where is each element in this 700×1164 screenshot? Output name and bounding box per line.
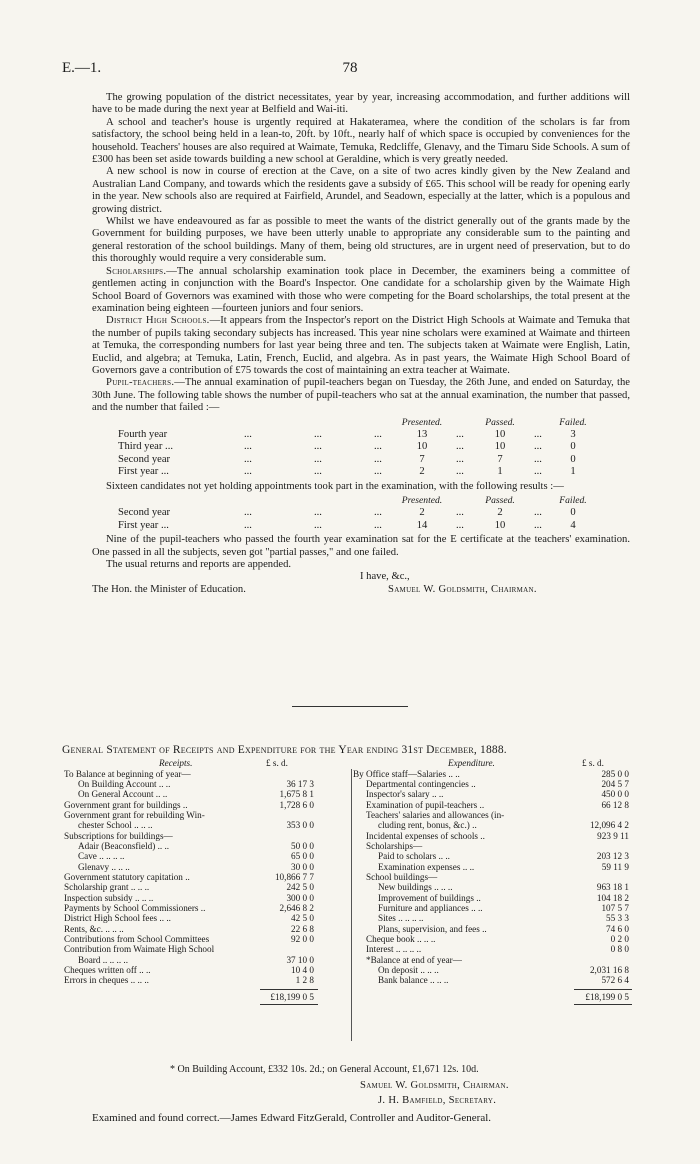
ledger-row [64, 789, 634, 799]
receipt-item: On General Account .. .. [78, 789, 168, 800]
receipt-item: Cheques written off .. .. [64, 965, 151, 976]
expenditure-item: Departmental contingencies .. [366, 778, 476, 789]
ledger-header [64, 758, 634, 769]
page-number: 78 [342, 60, 358, 76]
receipt-item: chester School .. .. .. [78, 820, 153, 831]
receipt-item: Government grant for rebuilding Win- [64, 809, 205, 820]
receipt-amount: 42 5 0 [291, 913, 314, 924]
expenditure-amount: 59 11 9 [601, 861, 629, 872]
ledger-row [64, 924, 634, 934]
expenditure-item: Sites .. .. .. .. [378, 913, 424, 924]
expenditure-item: Cheque book .. .. .. [366, 934, 436, 944]
ledger-row [64, 841, 634, 851]
receipt-amount: 1 2 8 [295, 975, 314, 986]
expenditure-amount: 450 0 0 [601, 789, 629, 800]
total-receipts: £18,199 0 5 [270, 991, 314, 1002]
expenditure-item: Teachers' salaries and allowances (in- [366, 809, 505, 820]
expenditure-item: By Office staff—Salaries .. .. [353, 768, 460, 779]
expenditure-item: Improvement of buildings .. [378, 892, 481, 903]
receipt-item: District High School fees .. .. [64, 913, 171, 924]
expenditure-amount: 572 6 4 [601, 975, 629, 986]
paragraph: A new school is now in course of erection at the Cave, on a site of two acres kindly given by the New Zealand and Australian Land Company, and towards which the residents gave a subsidy of £65. This school will be ready for opening early in the year. New schools also are required at Fairfield, Arundel, and Seadown, especially at the latter, which is a populous and growing district. [92, 166, 630, 215]
expenditure-amount: 0 2 0 [610, 934, 629, 944]
expenditure-amount: 204 5 7 [601, 778, 629, 789]
expenditure-item: Plans, supervision, and fees .. [378, 923, 487, 934]
expenditure-item: *Balance at end of year— [366, 954, 462, 965]
lsd-heading: £ s. d. [582, 758, 604, 768]
pupil-teacher-results-table [92, 417, 630, 479]
expenditure-item: On deposit .. .. .. [378, 965, 439, 976]
expenditure-amount: 203 12 3 [596, 851, 629, 862]
ledger-total-row [64, 992, 634, 1006]
expenditure-amount: 2,031 16 8 [589, 965, 629, 976]
paragraph: The growing population of the district necessitates, year by year, increasing accommodation, and further additions will have to be made during the next year at Belfield and Wai-iti. [92, 92, 630, 116]
expenditure-amount: 0 8 0 [610, 944, 629, 955]
expenditure-amount: 104 18 2 [596, 892, 629, 903]
ledger-row [64, 820, 634, 830]
receipt-amount: 10 4 0 [291, 965, 314, 976]
expenditure-item: cluding rent, bonus, &c.) .. [378, 820, 477, 831]
receipt-amount: 92 0 0 [291, 934, 314, 944]
receipt-amount: 65 0 0 [291, 851, 314, 862]
total-expenditure: £18,199 0 5 [585, 991, 629, 1002]
section-divider [292, 706, 408, 707]
ledger-row [64, 882, 634, 892]
pupil-teachers-paragraph: Pupil-teachers.—The annual examination of pupil-teachers began on Tuesday, the 26th June, and ended on Saturday, the 30th June. The following table shows the number of pupil-teachers who sat at the annual examination, the number that passed, and the number that failed :— [92, 377, 630, 414]
expenditure-item: Furniture and appliances .. .. [378, 902, 483, 913]
receipt-item: On Building Account .. .. [78, 778, 171, 789]
table-header-row [92, 495, 630, 507]
paragraph: The usual returns and reports are appended. [106, 558, 292, 570]
section-heading: District High Schools. [106, 315, 210, 327]
receipt-item: Scholarship grant .. .. .. [64, 882, 150, 893]
ledger-row [64, 779, 634, 789]
ledger-rows [64, 769, 634, 1006]
receipt-amount: 36 17 3 [286, 778, 314, 789]
section-heading: Pupil-teachers. [106, 377, 175, 389]
paragraph: Whilst we have endeavoured as far as possible to meet the wants of the district generally out of the grants made by the Government for building purposes, we have been utterly unable to appropriate any considerable sum to the painting and general restoration of the school buildings. Many of them, being old structures, are in urgent need of preservation, but to do this thoroughly would require a very considerable sum. [92, 216, 630, 265]
ledger-row [64, 831, 634, 841]
column-header: Failed. [559, 494, 587, 506]
table-header-row [92, 417, 630, 429]
receipt-amount: 2,646 8 2 [279, 902, 314, 913]
column-header: Presented. [401, 416, 443, 428]
receipt-amount: 50 0 0 [291, 840, 314, 851]
audit-statement: Examined and found correct.—James Edward FitzGerald, Controller and Auditor-General. [92, 1112, 492, 1124]
ledger-row [64, 903, 634, 913]
receipt-item: Errors in cheques .. .. .. [64, 975, 149, 986]
column-header: Passed. [485, 416, 515, 428]
ledger-row [64, 975, 634, 985]
receipts-expenditure-ledger [64, 758, 634, 1006]
receipt-item: Contribution from Waimate High School [64, 944, 215, 955]
report-body [92, 92, 630, 596]
ledger-row [64, 934, 634, 944]
expenditure-item: Examination expenses .. .. [378, 861, 475, 872]
signature-line: I have, &c., [360, 571, 410, 583]
receipt-item: Payments by School Commissioners .. [64, 902, 206, 913]
column-header: Presented. [401, 494, 443, 506]
ledger-row [64, 955, 634, 965]
ledger-row [64, 944, 634, 954]
receipt-item: Government grant for buildings .. [64, 799, 188, 810]
expenditure-amount: 285 0 0 [601, 768, 629, 779]
ledger-row [64, 862, 634, 872]
expenditure-amount: 74 6 0 [606, 923, 629, 934]
expenditure-amount: 12,096 4 2 [589, 820, 629, 831]
scholarships-paragraph: Scholarships.—The annual scholarship examination took place in December, the examiners being a committee of gentlemen acting in conjunction with the Board's Inspector. One candidate for a scholarship given by the Waimate High School Board of Governors was examined with those who were competing for the Board scholarships, the total present at the examination being eighteen —fourteen juniors and four seniors. [92, 265, 630, 314]
expenditure-amount: 923 9 11 [597, 830, 629, 841]
receipt-item: Glenavy .. .. .. [78, 861, 130, 872]
receipt-amount: 300 0 0 [286, 892, 314, 903]
receipts-heading: Receipts. [159, 758, 193, 768]
ledger-row [64, 893, 634, 903]
ledger-row [64, 800, 634, 810]
expenditure-item: Scholarships— [366, 840, 423, 851]
receipt-amount: 37 10 0 [286, 954, 314, 965]
expenditure-item: Interest .. .. .. .. [366, 944, 422, 955]
footnote: * On Building Account, £332 10s. 2d.; on General Account, £1,671 12s. 10d. [170, 1064, 479, 1075]
ledger-row [64, 872, 634, 882]
expenditure-item: New buildings .. .. .. [378, 882, 453, 893]
receipt-item: Subscriptions for buildings— [64, 830, 173, 841]
signature-line: The Hon. the Minister of Education. Samuel W. Goldsmith, Chairman. [92, 583, 537, 595]
ledger-row [64, 810, 634, 820]
expenditure-amount: 963 18 1 [596, 882, 629, 893]
expenditure-amount: 66 12 8 [601, 799, 629, 810]
paragraph: Sixteen candidates not yet holding appointments took part in the examination, with the following results :— [106, 480, 564, 492]
receipt-amount: 30 0 0 [291, 861, 314, 872]
statement-title: General Statement of Receipts and Expenditure for the Year ending 31st December, 1888. [62, 744, 507, 756]
table-row: Third year ... ... ... ... 10 ... 10 ... 0 [118, 441, 576, 453]
receipt-item: Inspection subsidy .. .. .. [64, 892, 154, 903]
ledger-row [64, 851, 634, 861]
section-heading: Scholarships. [106, 265, 167, 277]
receipt-item: To Balance at beginning of year— [64, 768, 191, 779]
expenditure-item: Inspector's salary .. .. [366, 789, 444, 800]
chairman-signature: Samuel W. Goldsmith, Chairman. [360, 1080, 509, 1091]
expenditure-item: Examination of pupil-teachers .. [366, 799, 485, 810]
receipt-amount: 353 0 0 [286, 820, 314, 831]
expenditure-heading: Expenditure. [448, 758, 495, 768]
paragraph: A school and teacher's house is urgently required at Hakateramea, where the condition of the scholars is far from satisfactory, the school being held in a lean-to, 20ft. by 10ft., nearly half of which space is occupied by conveniences for the household. Teachers' houses are also required at Waimate, Temuka, Redcliffe, Glenavy, and the Timaru Side Schools. A sum of £300 has been set aside towards building a new school at Geraldine, which is very greatly needed. [92, 116, 630, 166]
receipt-item: Cave .. .. .. .. [78, 851, 125, 862]
document-reference: E.—1. [62, 60, 102, 76]
page-header [62, 60, 638, 80]
expenditure-amount: 107 5 7 [601, 902, 629, 913]
table-row: Fourth year ... ... ... 13 ... 10 ... 3 [118, 428, 576, 440]
receipt-amount: 10,866 7 7 [274, 871, 314, 882]
receipt-amount: 242 5 0 [286, 882, 314, 893]
receipt-item: Board .. .. .. .. [78, 954, 129, 965]
table-row: Second year ... ... ... 2 ... 2 ... 0 [118, 507, 576, 519]
expenditure-item: Paid to scholars .. .. [378, 851, 450, 862]
receipt-amount: 22 6 8 [291, 923, 314, 934]
lsd-heading: £ s. d. [266, 758, 288, 768]
receipt-item: Adair (Beaconsfield) .. .. [78, 840, 170, 851]
column-header: Passed. [485, 494, 515, 506]
column-header: Failed. [559, 416, 587, 428]
receipt-amount: 1,728 6 0 [279, 799, 314, 810]
expenditure-amount: 55 3 3 [606, 913, 629, 924]
table-row: Second year ... ... ... 7 ... 7 ... 0 [118, 453, 576, 465]
table-row: First year ... ... ... ... 2 ... 1 ... 1 [118, 466, 576, 478]
candidates-results-table [92, 495, 630, 532]
expenditure-item: Incidental expenses of schools .. [366, 830, 485, 841]
paragraph: Nine of the pupil-teachers who passed the fourth year examination sat for the E certificate at the teachers' examination. One passed in all the subjects, seven got "partial passes," and one failed. [92, 534, 630, 558]
ledger-row [64, 965, 634, 975]
receipt-amount: 1,675 8 1 [279, 789, 314, 800]
receipt-item: Government statutory capitation .. [64, 871, 190, 882]
ledger-row [64, 769, 634, 779]
table-row: First year ... ... ... ... 14 ... 10 ... 4 [118, 519, 576, 531]
receipt-item: Contributions from School Committees [64, 934, 210, 944]
receipt-item: Rents, &c. .. .. .. [64, 923, 124, 934]
ledger-row [64, 913, 634, 923]
expenditure-item: Bank balance .. .. .. [378, 975, 449, 986]
district-high-schools-paragraph: District High Schools.—It appears from the Inspector's report on the District High Schools at Waimate and Temuka that the number of pupils taking secondary subjects has increased. This year nine scholars were examined at Waimate and thirteen at Temuka, the corresponding numbers for last year being three and ten. The subjects taken at Waimate were English, Latin, Euclid, and algebra; at Temuka, Latin, French, Euclid, and algebra. As in past years, the Waimate High School Board of Governors gave a contribution of £75 towards the cost of maintaining an extra teacher at Waimate. [92, 315, 630, 376]
secretary-signature: J. H. Bamfield, Secretary. [378, 1095, 497, 1106]
expenditure-item: School buildings— [366, 871, 438, 882]
